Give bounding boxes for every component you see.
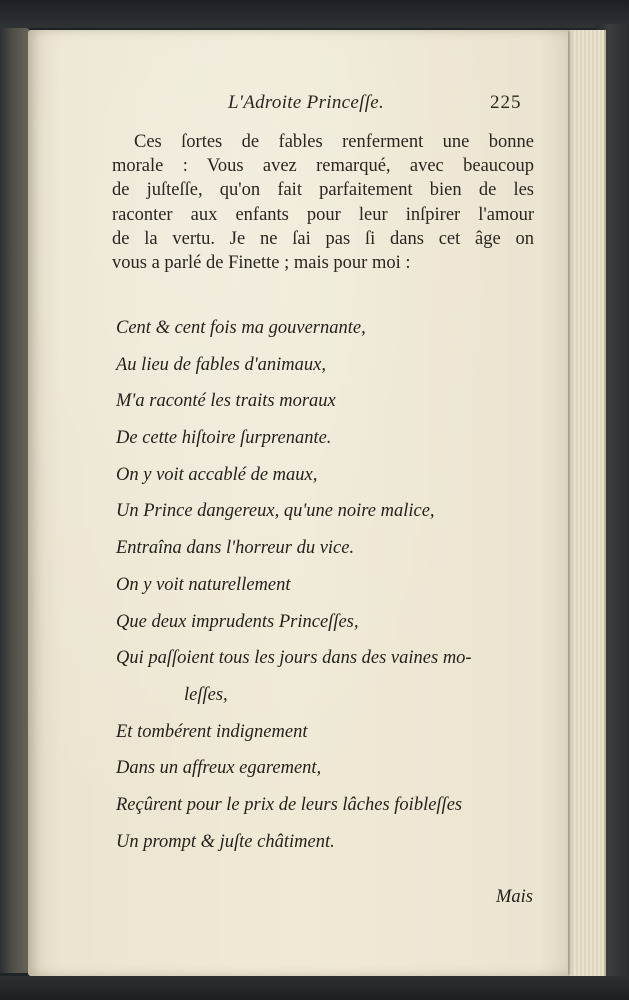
poem-line: Un Prince dangereux, qu'une noire malice, bbox=[116, 501, 435, 522]
prose-line: vous a parlé de Finette ; mais pour moi : bbox=[112, 253, 411, 274]
book-top-edge bbox=[0, 0, 629, 28]
page-header bbox=[28, 90, 568, 120]
prose-line: de la vertu. Je ne ſai pas ſi dans cet âge on bbox=[112, 228, 534, 249]
poem-line: De cette hiſtoire ſurprenante. bbox=[116, 428, 332, 449]
poem-line: Au lieu de fables d'animaux, bbox=[116, 354, 326, 375]
poem-line: Cent & cent fois ma gouvernante, bbox=[116, 318, 366, 338]
poem-line: Reçûrent pour le prix de leurs lâches foibleſſes bbox=[116, 794, 463, 815]
page-number: 225 bbox=[490, 92, 522, 113]
poem-line: On y voit accablé de maux, bbox=[116, 464, 318, 485]
running-title: L'Adroite Princeſſe. bbox=[228, 92, 385, 113]
poem-line: Et tombérent indignement bbox=[116, 721, 308, 742]
catchword: Mais bbox=[496, 887, 533, 907]
prose-line: raconter aux enfants pour leur inſpirer l'amour bbox=[112, 204, 534, 225]
facing-page-edge bbox=[0, 28, 30, 973]
prose-line: de juſteſſe, qu'on fait parfaitement bien de les bbox=[112, 180, 534, 201]
poem-line: Entraîna dans l'horreur du vice. bbox=[116, 538, 355, 559]
poem-line: Dans un affreux egarement, bbox=[116, 758, 322, 779]
book-bottom-edge bbox=[0, 976, 629, 1000]
book-page bbox=[28, 30, 568, 976]
poem-line: Qui paſſoient tous les jours dans des vaines mo- bbox=[116, 648, 472, 669]
prose-line: Ces ſortes de fables renferment une bonne bbox=[134, 132, 534, 152]
prose-paragraph bbox=[112, 130, 534, 275]
poem-line: M'a raconté les traits moraux bbox=[116, 391, 336, 412]
poem-line: Que deux imprudents Princeſſes, bbox=[116, 611, 359, 632]
poem-line: On y voit naturellement bbox=[116, 574, 291, 595]
poem-line-continuation: leſſes, bbox=[184, 684, 228, 705]
prose-line: morale : Vous avez remarqué, avec beaucoup bbox=[112, 156, 534, 177]
poem-line: Un prompt & juſte châtiment. bbox=[116, 831, 335, 852]
poem-verse-block bbox=[116, 316, 556, 866]
